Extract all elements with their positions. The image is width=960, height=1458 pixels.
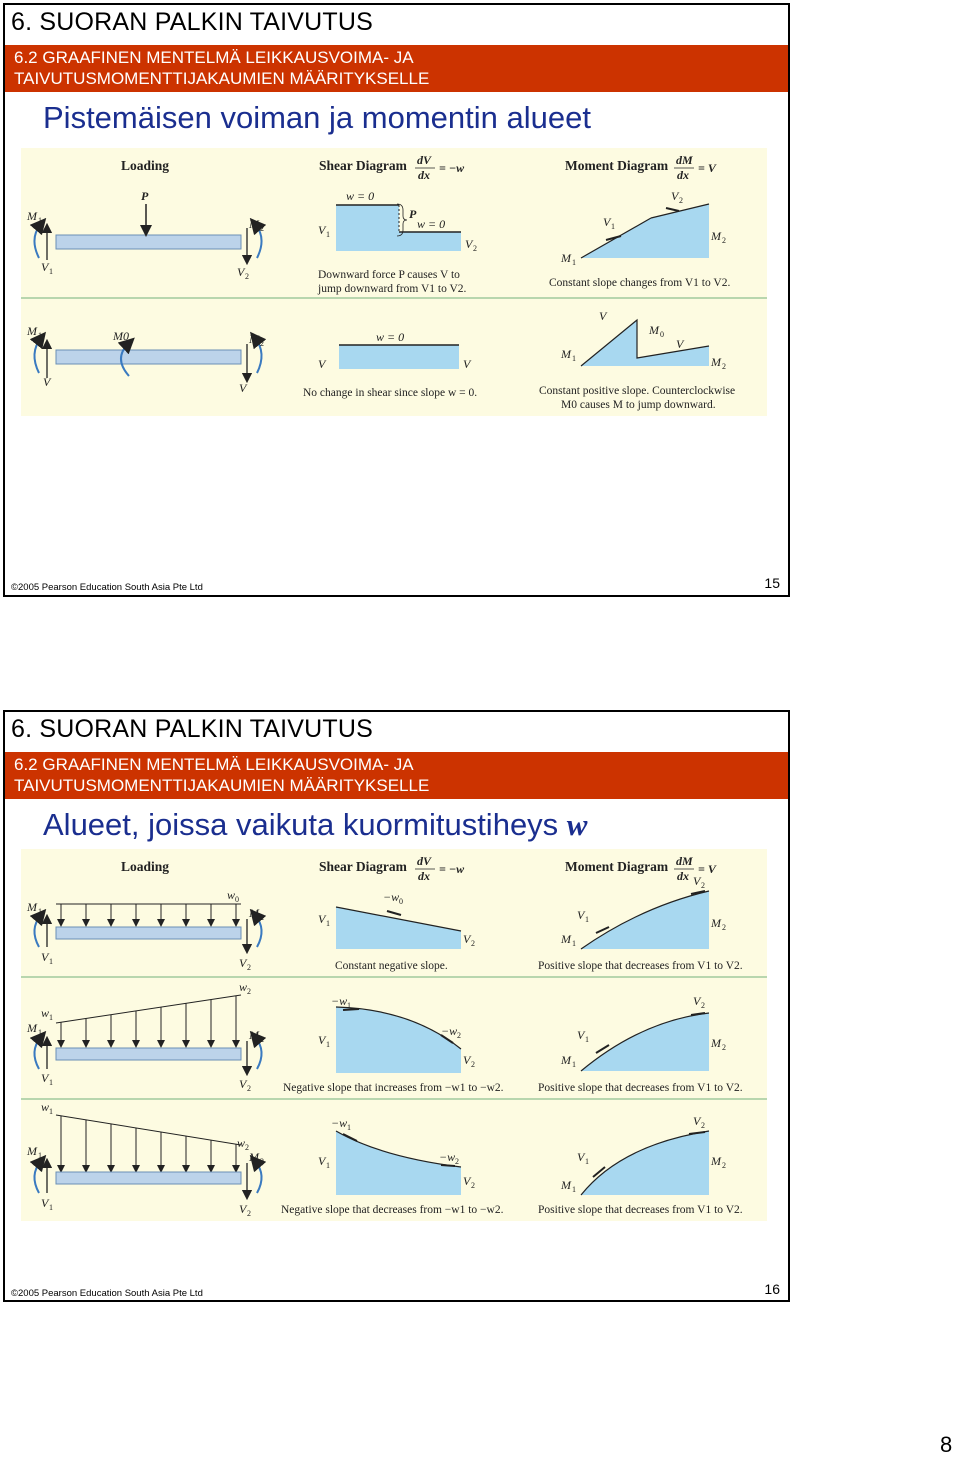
moment-caption-row1: Positive slope that decreases from V1 to V2.: [538, 960, 743, 972]
svg-text:M: M: [249, 217, 259, 231]
svg-text:1: 1: [585, 915, 589, 924]
shear-caption-row1-line2: jump downward from V1 to V2.: [318, 283, 467, 295]
svg-text:1: 1: [49, 1078, 53, 1087]
subtitle-line-1: 6.2 GRAAFINEN MENTELMÄ LEIKKAUSVOIMA- JA: [14, 755, 414, 774]
slide-number: 15: [764, 575, 780, 591]
svg-text:w: w: [239, 980, 248, 994]
moment-caption-row1: Constant slope changes from V1 to V2.: [549, 277, 731, 289]
svg-text:1: 1: [585, 1035, 589, 1044]
svg-text:2: 2: [245, 272, 249, 281]
w-zero-row2: w = 0: [376, 330, 405, 344]
svg-text:2: 2: [455, 1157, 459, 1166]
svg-text:V: V: [41, 950, 49, 964]
svg-text:V: V: [465, 237, 473, 251]
svg-text:M: M: [561, 932, 571, 946]
svg-text:2: 2: [471, 1060, 475, 1069]
svg-text:−w: −w: [441, 1024, 458, 1038]
loading-header: Loading: [121, 158, 170, 173]
svg-text:M: M: [249, 1028, 259, 1042]
svg-text:1: 1: [38, 331, 42, 340]
document-page-number: 8: [940, 1432, 953, 1457]
copyright: ©2005 Pearson Education South Asia Pte Ltd: [11, 582, 203, 593]
shear-caption-row1: Constant negative slope.: [335, 960, 448, 972]
moment-eq-den: dx: [677, 869, 689, 883]
label-M0: M0: [113, 329, 129, 343]
svg-text:1: 1: [572, 939, 576, 948]
svg-text:1: 1: [326, 1040, 330, 1049]
svg-text:V: V: [41, 1071, 49, 1085]
svg-text:V: V: [318, 357, 326, 371]
svg-text:1: 1: [38, 907, 42, 916]
svg-text:M: M: [249, 332, 259, 346]
point-load-figure: [21, 148, 767, 416]
svg-text:2: 2: [679, 196, 683, 205]
svg-text:M: M: [561, 1178, 571, 1192]
svg-text:w: w: [41, 1006, 50, 1020]
svg-text:2: 2: [245, 1143, 249, 1152]
shear-header: Shear Diagram: [319, 859, 407, 874]
copyright: ©2005 Pearson Education South Asia Pte Ltd: [11, 1288, 203, 1299]
svg-text:V: V: [671, 189, 679, 203]
moment-eq-num: dM: [676, 153, 693, 167]
svg-text:V: V: [318, 912, 326, 926]
shear-eq-rhs: = −w: [439, 862, 465, 876]
shear-area-row2: [339, 345, 459, 369]
svg-text:2: 2: [260, 1157, 264, 1166]
subtitle-line-2: TAIVUTUSMOMENTTIJAKAUMIEN MÄÄRITYKSELLE: [14, 69, 430, 88]
svg-text:1: 1: [326, 230, 330, 239]
svg-text:V: V: [599, 309, 607, 323]
svg-text:V: V: [41, 260, 49, 274]
svg-text:V: V: [237, 265, 245, 279]
moment-eq-rhs: = V: [698, 161, 716, 175]
svg-text:V: V: [318, 1154, 326, 1168]
svg-text:M: M: [27, 324, 37, 338]
svg-text:2: 2: [260, 224, 264, 233]
section-title: 6. SUORAN PALKIN TAIVUTUS: [11, 8, 374, 36]
svg-text:1: 1: [572, 1185, 576, 1194]
shear-eq-rhs: = −w: [439, 161, 465, 175]
moment-caption-row2-line1: Constant positive slope. Counterclockwise: [539, 385, 736, 397]
slide-heading: Pistemäisen voiman ja momentin alueet: [43, 100, 591, 135]
svg-text:M: M: [649, 323, 659, 337]
moment-caption-row2-line2: M0 causes M to jump downward.: [561, 399, 716, 411]
svg-text:2: 2: [260, 339, 264, 348]
shear-eq-den: dx: [418, 869, 430, 883]
svg-text:V: V: [676, 337, 684, 351]
svg-text:1: 1: [572, 354, 576, 363]
svg-text:2: 2: [722, 362, 726, 371]
svg-text:V: V: [463, 1174, 471, 1188]
shear-caption-row2: No change in shear since slope w = 0.: [303, 387, 478, 399]
svg-text:1: 1: [49, 1203, 53, 1212]
svg-text:M: M: [249, 906, 259, 920]
svg-text:M: M: [27, 900, 37, 914]
svg-text:V: V: [41, 1196, 49, 1210]
svg-text:M: M: [249, 1150, 259, 1164]
svg-text:0: 0: [235, 895, 239, 904]
moment-header: Moment Diagram: [565, 859, 669, 874]
svg-text:M: M: [561, 347, 571, 361]
svg-text:M: M: [27, 209, 37, 223]
svg-text:V: V: [239, 1202, 247, 1216]
svg-text:2: 2: [722, 923, 726, 932]
svg-text:1: 1: [49, 957, 53, 966]
shear-caption-row3: Negative slope that decreases from −w1 to −w2.: [281, 1204, 504, 1216]
svg-text:1: 1: [326, 919, 330, 928]
moment-eq-den: dx: [677, 168, 689, 182]
svg-text:2: 2: [701, 881, 705, 890]
svg-text:2: 2: [247, 1084, 251, 1093]
subtitle-line-1: 6.2 GRAAFINEN MENTELMÄ LEIKKAUSVOIMA- JA: [14, 48, 414, 67]
svg-text:2: 2: [722, 1161, 726, 1170]
slide-16: [3, 710, 790, 1302]
svg-text:−w: −w: [383, 890, 400, 904]
slide-heading: Alueet, joissa vaikuta kuormitustiheys w: [43, 807, 588, 842]
svg-text:V: V: [577, 1150, 585, 1164]
shear-eq-den: dx: [418, 168, 430, 182]
w-zero-top: w = 0: [346, 189, 375, 203]
moment-header: Moment Diagram: [565, 158, 669, 173]
svg-text:M: M: [711, 916, 721, 930]
svg-text:M: M: [561, 1053, 571, 1067]
svg-text:−w: −w: [331, 994, 348, 1008]
svg-text:V: V: [239, 381, 247, 395]
svg-text:−w: −w: [439, 1150, 456, 1164]
svg-text:V: V: [239, 1077, 247, 1091]
subtitle-line-2: TAIVUTUSMOMENTTIJAKAUMIEN MÄÄRITYKSELLE: [14, 776, 430, 795]
svg-text:2: 2: [247, 987, 251, 996]
svg-text:w: w: [41, 1100, 50, 1114]
svg-text:V: V: [463, 357, 471, 371]
w-zero-right: w = 0: [417, 217, 446, 231]
svg-text:1: 1: [572, 1060, 576, 1069]
svg-text:2: 2: [473, 244, 477, 253]
beam-row1: [56, 235, 241, 249]
svg-text:1: 1: [49, 1107, 53, 1116]
svg-text:V: V: [463, 1053, 471, 1067]
svg-text:2: 2: [260, 1035, 264, 1044]
beam-row2: [56, 350, 241, 364]
subtitle-bar: [5, 752, 788, 799]
distributed-load-figure: [21, 849, 767, 1221]
svg-text:1: 1: [38, 216, 42, 225]
svg-text:1: 1: [572, 258, 576, 267]
svg-text:1: 1: [611, 222, 615, 231]
svg-text:V: V: [43, 375, 51, 389]
svg-text:2: 2: [722, 1043, 726, 1052]
svg-text:1: 1: [38, 1151, 42, 1160]
shear-eq-num: dV: [417, 153, 432, 167]
moment-caption-row3: Positive slope that decreases from V1 to V2.: [538, 1204, 743, 1216]
svg-text:V: V: [577, 908, 585, 922]
shear-caption-row2: Negative slope that increases from −w1 to −w2.: [283, 1082, 504, 1094]
svg-text:2: 2: [260, 913, 264, 922]
svg-text:0: 0: [660, 330, 664, 339]
svg-text:V: V: [577, 1028, 585, 1042]
svg-text:1: 1: [326, 1161, 330, 1170]
shear-header: Shear Diagram: [319, 158, 407, 173]
svg-text:2: 2: [471, 1181, 475, 1190]
svg-text:2: 2: [471, 939, 475, 948]
svg-text:M: M: [27, 1021, 37, 1035]
shear-caption-row1-line1: Downward force P causes V to: [318, 269, 460, 281]
svg-text:2: 2: [722, 236, 726, 245]
subtitle-bar: [5, 45, 788, 92]
moment-caption-row2: Positive slope that decreases from V1 to V2.: [538, 1082, 743, 1094]
svg-text:2: 2: [247, 963, 251, 972]
slide-15: [3, 3, 790, 597]
svg-text:M: M: [27, 1144, 37, 1158]
svg-text:V: V: [318, 223, 326, 237]
svg-text:M: M: [711, 229, 721, 243]
svg-text:M: M: [561, 251, 571, 265]
svg-text:1: 1: [49, 267, 53, 276]
svg-text:V: V: [239, 956, 247, 970]
svg-text:V: V: [693, 1114, 701, 1128]
svg-text:−w: −w: [331, 1116, 348, 1130]
svg-text:M: M: [711, 1154, 721, 1168]
svg-text:1: 1: [49, 1013, 53, 1022]
svg-text:2: 2: [701, 1001, 705, 1010]
svg-text:V: V: [693, 994, 701, 1008]
shear-P-label: P: [409, 207, 417, 221]
svg-text:V: V: [463, 932, 471, 946]
svg-text:2: 2: [701, 1121, 705, 1130]
svg-text:V: V: [318, 1033, 326, 1047]
svg-text:M: M: [711, 355, 721, 369]
svg-text:M: M: [711, 1036, 721, 1050]
svg-text:V: V: [603, 215, 611, 229]
svg-text:1: 1: [585, 1157, 589, 1166]
svg-text:1: 1: [347, 1123, 351, 1132]
slide-number: 16: [764, 1281, 780, 1297]
svg-text:V: V: [693, 874, 701, 888]
moment-eq-num: dM: [676, 854, 693, 868]
svg-text:0: 0: [399, 897, 403, 906]
section-title: 6. SUORAN PALKIN TAIVUTUS: [11, 715, 374, 743]
svg-text:1: 1: [347, 1001, 351, 1010]
svg-text:1: 1: [38, 1028, 42, 1037]
shear-eq-num: dV: [417, 854, 432, 868]
moment-eq-rhs: = V: [698, 862, 716, 876]
svg-text:w: w: [237, 1136, 246, 1150]
label-P: P: [141, 189, 149, 203]
svg-text:w: w: [227, 888, 236, 902]
svg-text:2: 2: [247, 1209, 251, 1218]
loading-header: Loading: [121, 859, 170, 874]
svg-text:2: 2: [457, 1031, 461, 1040]
